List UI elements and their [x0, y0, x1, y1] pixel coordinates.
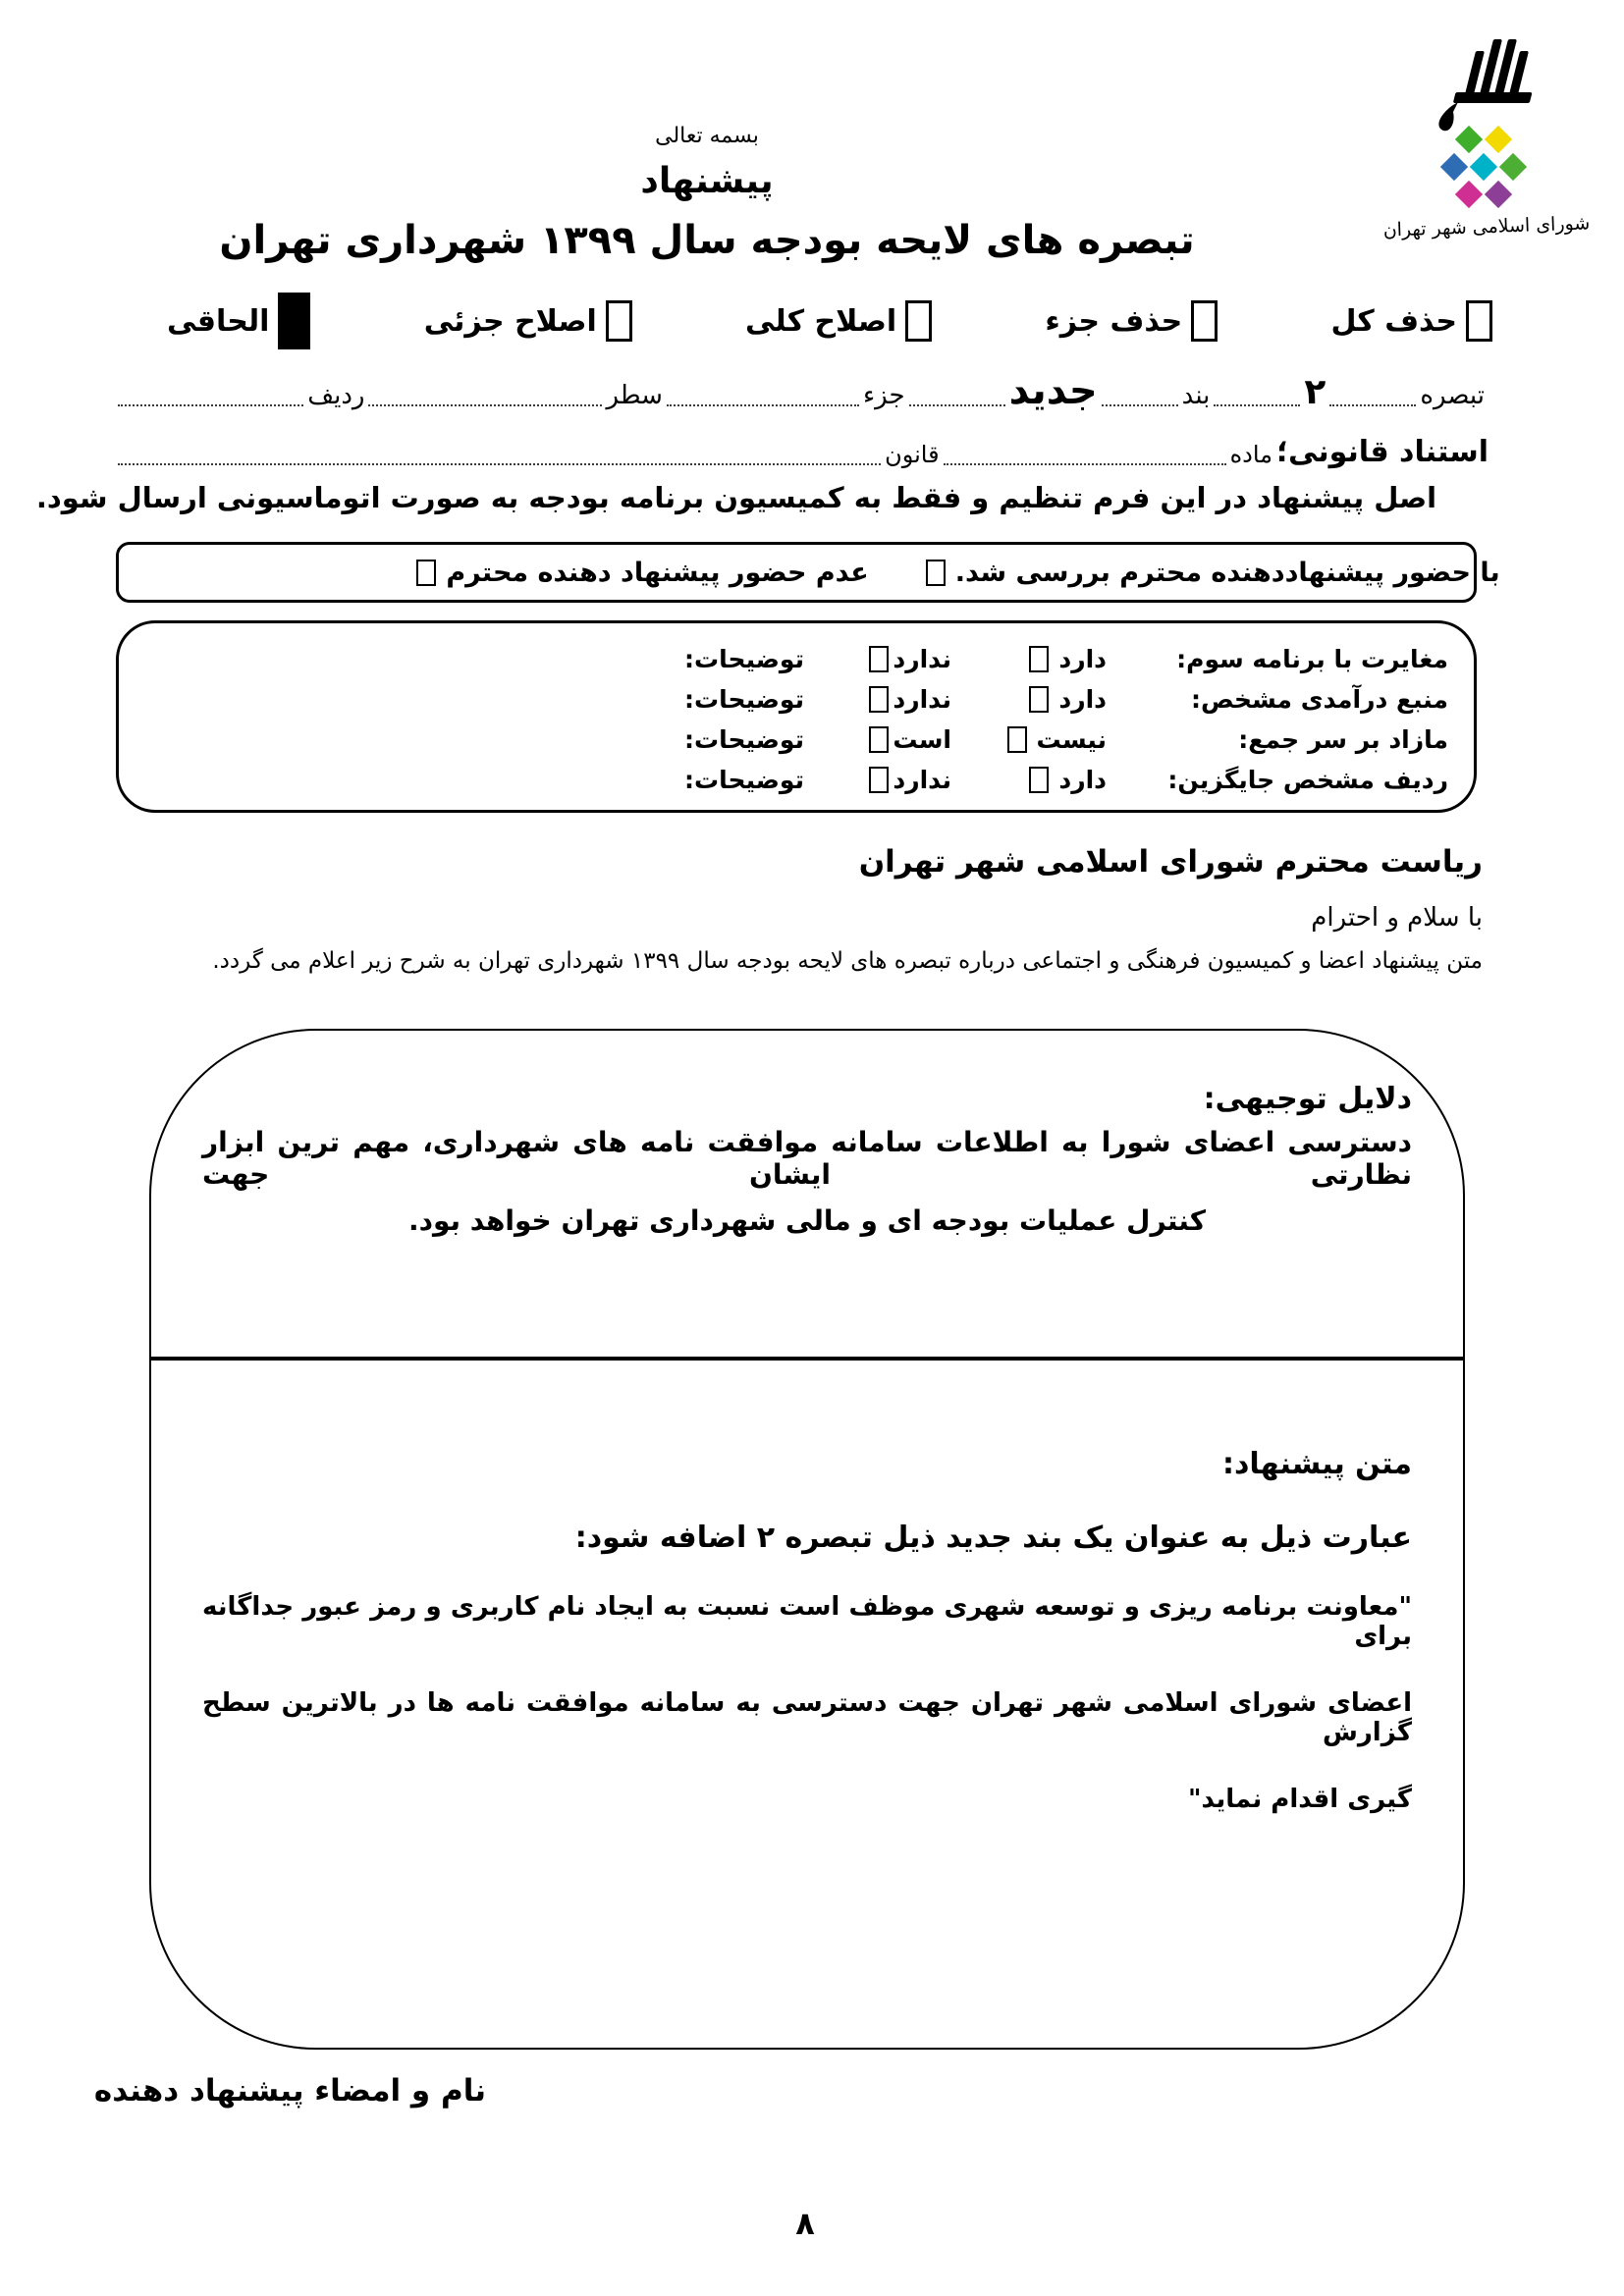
checkbox-partial-amend[interactable] — [606, 300, 632, 342]
checkbox-has[interactable] — [1029, 767, 1049, 793]
dotted-field-joz[interactable] — [667, 397, 859, 406]
tabsareh-value: ۲ — [1304, 372, 1326, 412]
review-row-income-source — [119, 679, 1448, 720]
review-notes-label: توضیحات: — [684, 725, 804, 754]
legal-label: استناد قانونی؛ — [1276, 435, 1489, 469]
dotted-field-radif[interactable] — [118, 397, 303, 406]
logo-diamond-cyan — [1470, 153, 1497, 181]
checkbox-has[interactable] — [1029, 646, 1049, 672]
review-opt-has — [951, 766, 1107, 794]
joz-label: جزء — [862, 381, 905, 410]
justification-line1: دسترسی اعضای شورا به اطلاعات سامانه موافقت نامه های شهرداری، مهم ترین ابزار نظارتی ایشان جهت — [202, 1126, 1412, 1191]
opt-label: است — [893, 725, 951, 754]
justification-section — [151, 1031, 1463, 1357]
opt-label: دارد — [1058, 766, 1107, 794]
checkbox-delete-part[interactable] — [1191, 300, 1218, 342]
radif-label: ردیف — [307, 381, 365, 410]
logo-diamond-yellow — [1485, 126, 1512, 153]
main-title: تبصره های لایحه بودجه سال ۱۳۹۹ شهرداری تهران — [219, 218, 1195, 263]
review-opt-is — [804, 725, 951, 754]
type-option-partial-amend — [424, 300, 632, 342]
checkbox-addendum[interactable] — [278, 293, 310, 349]
opt-label: نیست — [1036, 725, 1107, 754]
checkbox-has[interactable] — [1029, 686, 1049, 713]
review-row-label: ردیف مشخص جایگزین: — [1167, 766, 1448, 794]
type-option-label: حذف کل — [1330, 303, 1457, 339]
presence-line — [416, 558, 1499, 588]
content-box — [149, 1029, 1465, 2050]
with-presence-label: با حضور پیشنهاددهنده محترم بررسی شد. — [954, 557, 1500, 588]
proposal-line1: "معاونت برنامه ریزی و توسعه شهری موظف است نسبت به ایجاد نام کاربری و رمز عبور جداگانه برای — [202, 1592, 1412, 1651]
salutation: با سلام و احترام — [1311, 903, 1483, 933]
review-opt-hasnot — [804, 766, 951, 794]
type-option-label: حذف جزء — [1045, 303, 1183, 339]
review-notes-label: توضیحات: — [684, 685, 804, 714]
checkbox-hasnot[interactable] — [869, 686, 889, 713]
proposal-line2: اعضای شورای اسلامی شهر تهران جهت دسترسی به سامانه موافقت نامه ها در بالاترین سطح گزارش — [202, 1688, 1412, 1747]
proposal-line3: گیری اقدام نماید" — [1187, 1785, 1412, 1814]
logo-caption: شورای اسلامی شهر تهران — [1382, 212, 1591, 241]
review-opt-hasnot — [804, 685, 951, 714]
type-option-delete-all — [1331, 300, 1492, 342]
logo-diamonds — [1428, 128, 1545, 210]
reference-fields-row — [118, 368, 1489, 413]
checkbox-full-amend[interactable] — [905, 300, 932, 342]
review-opt-hasnot — [804, 645, 951, 673]
opt-label: ندارد — [893, 645, 951, 673]
logo-diamond-purple — [1485, 181, 1512, 208]
form-title: پیشنهاد — [640, 161, 774, 201]
opt-label: ندارد — [893, 766, 951, 794]
dotted-leader[interactable] — [909, 397, 1005, 406]
checkbox-delete-all[interactable] — [1466, 300, 1492, 342]
opt-label: دارد — [1058, 685, 1107, 714]
justification-title: دلایل توجیهی: — [1203, 1082, 1412, 1116]
ghanoon-label: قانون — [885, 441, 940, 468]
amendment-type-row — [167, 291, 1492, 351]
review-row-replacement-line — [119, 760, 1448, 800]
dotted-field-ghanoon[interactable] — [118, 455, 881, 465]
dotted-field-band[interactable] — [1102, 397, 1178, 406]
checkbox-without-presence[interactable] — [416, 560, 436, 586]
presence-review-box — [116, 542, 1500, 603]
review-row-label: منبع درآمدی مشخص: — [1190, 685, 1448, 714]
opt-label: ندارد — [893, 685, 951, 714]
checkbox-hasnot[interactable] — [869, 646, 889, 672]
type-option-label: الحاقی — [167, 303, 270, 339]
madeh-label: ماده — [1229, 441, 1273, 468]
logo-diamond-green2 — [1499, 153, 1527, 181]
review-row-label: مازاد بر سر جمع: — [1238, 725, 1448, 754]
instruction-line: اصل پیشنهاد در این فرم تنظیم و فقط به کمیسیون برنامه بودجه به صورت اتوماسیونی ارسال شود. — [35, 481, 1437, 514]
justification-line2: کنترل عملیات بودجه ای و مالی شهرداری تهران خواهد بود. — [407, 1204, 1207, 1237]
review-row-program-conflict — [119, 639, 1448, 679]
type-option-full-amend — [745, 300, 932, 342]
review-opt-has — [951, 685, 1107, 714]
tabsareh-label: تبصره — [1420, 381, 1485, 410]
logo-diamond-blue — [1440, 153, 1468, 181]
band-value: جدید — [1008, 368, 1098, 413]
review-criteria-box — [116, 620, 1477, 813]
logo-diamond-magenta — [1455, 181, 1483, 208]
satr-label: سطر — [606, 381, 663, 410]
without-presence-label: عدم حضور پیشنهاد دهنده محترم — [446, 557, 869, 588]
review-opt-isnot — [951, 725, 1107, 754]
legal-reference-row — [118, 435, 1489, 469]
dotted-field-tabsareh[interactable] — [1329, 397, 1416, 406]
page-number: ۸ — [795, 2205, 815, 2242]
proposal-section — [151, 1361, 1463, 1814]
bismillah-text: بسمه تعالی — [655, 124, 759, 148]
dotted-field-madeh[interactable] — [944, 455, 1226, 465]
type-option-label: اصلاح جزئی — [423, 303, 597, 339]
checkbox-is[interactable] — [869, 726, 889, 753]
review-row-surplus — [119, 720, 1448, 760]
type-option-delete-part — [1045, 300, 1218, 342]
review-opt-has — [951, 645, 1107, 673]
checkbox-with-presence[interactable] — [926, 560, 946, 586]
addressee-title: ریاست محترم شورای اسلامی شهر تهران — [858, 844, 1483, 880]
signature-label: نام و امضاء پیشنهاد دهنده — [93, 2073, 486, 2109]
opt-label: دارد — [1058, 645, 1107, 673]
type-option-label: اصلاح کلی — [744, 303, 897, 339]
review-notes-label: توضیحات: — [684, 645, 804, 673]
checkbox-isnot[interactable] — [1007, 726, 1027, 753]
review-notes-label: توضیحات: — [684, 766, 804, 794]
type-option-addendum — [167, 293, 310, 349]
dotted-field-satr[interactable] — [368, 397, 602, 406]
logo-diamond-green — [1455, 126, 1483, 153]
band-label: بند — [1181, 381, 1211, 410]
proposal-title: متن پیشنهاد: — [1221, 1447, 1412, 1481]
intro-line: متن پیشنهاد اعضا و کمیسیون فرهنگی و اجتماعی درباره تبصره های لایحه بودجه سال ۱۳۹۹ شهرداری تهران به شرح زیر اعلام می گردد. — [212, 948, 1483, 974]
council-emblem-icon — [1413, 27, 1560, 133]
checkbox-hasnot[interactable] — [869, 767, 889, 793]
dotted-leader[interactable] — [1214, 397, 1300, 406]
proposal-subtitle: عبارت ذیل به عنوان یک بند جدید ذیل تبصره ۲ اضافه شود: — [574, 1521, 1412, 1555]
review-row-label: مغایرت با برنامه سوم: — [1176, 645, 1448, 673]
